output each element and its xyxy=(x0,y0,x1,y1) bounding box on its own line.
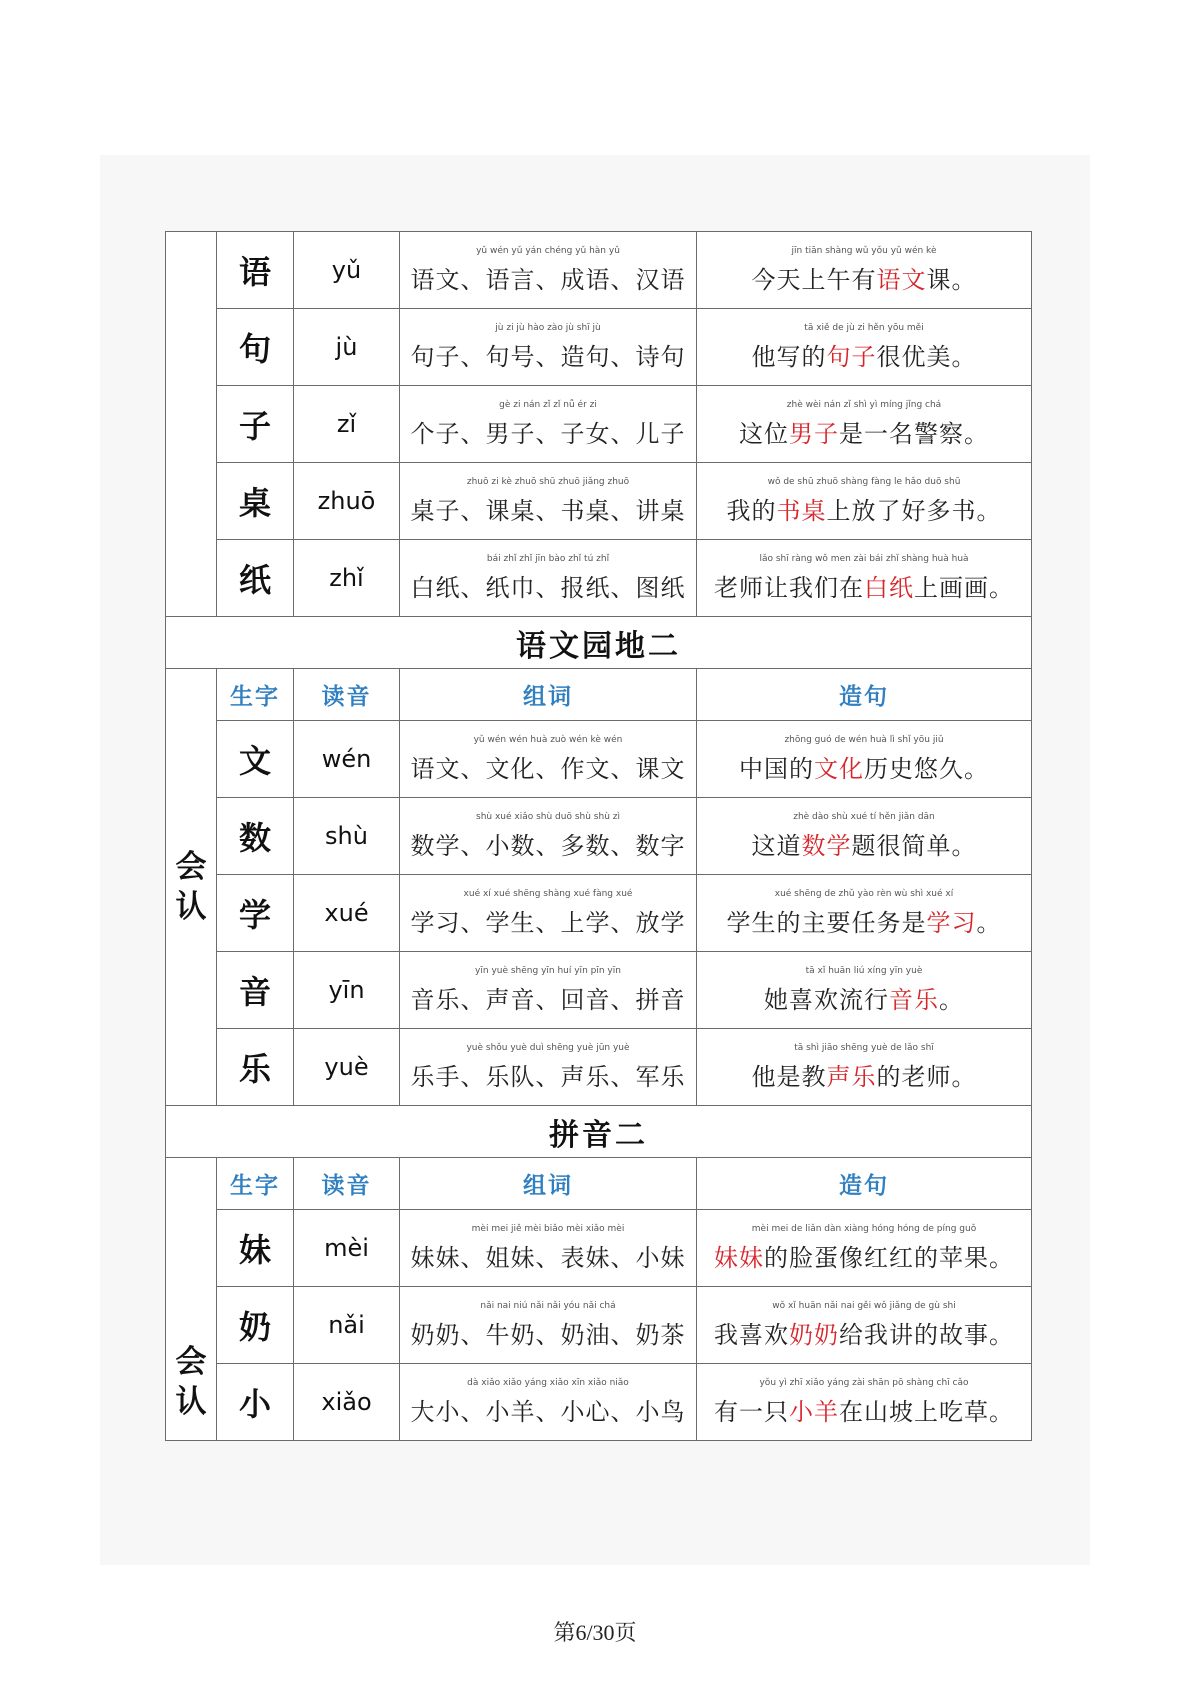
header-sentence-cell xyxy=(697,669,1032,721)
header-words: 组词 xyxy=(523,1172,573,1199)
pinyin: yǔ xyxy=(331,256,362,284)
page-number: 第6/30页 xyxy=(553,1620,637,1645)
sentence-highlight: 学习 xyxy=(926,909,977,937)
sentence-pinyin: jīn tiān shàng wǔ yǒu yǔ wén kè xyxy=(791,246,937,256)
header-sentence-cell xyxy=(697,1158,1032,1210)
words-cell xyxy=(400,463,697,540)
sentence-highlight: 语文 xyxy=(876,266,927,294)
sentence-cell xyxy=(697,386,1032,463)
sentence-suffix: 历史悠久。 xyxy=(864,755,989,783)
sentence-text xyxy=(752,343,977,371)
words-cell xyxy=(400,798,697,875)
pinyin: xué xyxy=(324,899,369,927)
sentence-pinyin: tā xǐ huān liú xíng yīn yuè xyxy=(805,966,923,976)
sentence-text xyxy=(714,1321,1014,1349)
char-cell xyxy=(217,1287,294,1364)
character: 奶 xyxy=(238,1308,271,1346)
sentence-cell xyxy=(697,540,1032,617)
words-pinyin: jù zi jù hào zào jù shī jù xyxy=(495,323,601,333)
pinyin-cell xyxy=(294,798,400,875)
pinyin: zhuō xyxy=(317,487,376,515)
sentence-suffix: 题很简单。 xyxy=(851,832,977,860)
character: 妹 xyxy=(238,1231,271,1269)
sentence-prefix: 她喜欢流行 xyxy=(764,986,889,1014)
header-char: 生字 xyxy=(230,1172,280,1199)
sentence-cell xyxy=(697,309,1032,386)
pinyin-cell xyxy=(294,1210,400,1287)
pinyin-cell xyxy=(294,1029,400,1106)
header-pinyin-cell xyxy=(294,1158,400,1210)
side-label-cell xyxy=(166,232,217,617)
char-cell xyxy=(217,1210,294,1287)
sentence-text xyxy=(764,986,964,1014)
pinyin-cell xyxy=(294,721,400,798)
sentence-highlight: 小羊 xyxy=(789,1398,839,1426)
words-text: 白纸、纸巾、报纸、图纸 xyxy=(410,574,686,602)
character: 音 xyxy=(238,973,271,1011)
words-cell xyxy=(400,721,697,798)
sentence-text xyxy=(752,832,977,860)
words-pinyin: gè zi nán zǐ zǐ nǚ ér zi xyxy=(499,400,597,410)
pinyin-cell xyxy=(294,386,400,463)
pinyin: wén xyxy=(321,745,372,773)
sentence-suffix: 上放了好多书。 xyxy=(826,497,1002,525)
words-cell xyxy=(400,1287,697,1364)
sentence-cell xyxy=(697,232,1032,309)
sentence-text xyxy=(714,1244,1014,1272)
sentence-text xyxy=(714,574,1014,602)
header-sentence: 造句 xyxy=(839,1172,889,1199)
words-pinyin: yǔ wén yǔ yán chéng yǔ hàn yǔ xyxy=(476,246,620,256)
words-cell xyxy=(400,540,697,617)
sentence-highlight: 数学 xyxy=(801,832,852,860)
pinyin-cell xyxy=(294,463,400,540)
sentence-prefix: 老师让我们在 xyxy=(714,574,864,602)
side-label-char: 认 xyxy=(175,889,207,925)
sentence-suffix: 课。 xyxy=(926,266,977,294)
words-text: 妹妹、姐妹、表妹、小妹 xyxy=(410,1244,686,1272)
sentence-highlight: 妹妹 xyxy=(714,1244,764,1272)
character: 小 xyxy=(238,1385,271,1423)
section-title: 拼音二 xyxy=(549,1117,648,1153)
table-row xyxy=(166,875,1032,952)
sentence-prefix: 这道 xyxy=(751,832,802,860)
words-pinyin: nǎi nai niú nǎi nǎi yóu nǎi chá xyxy=(480,1301,616,1311)
side-label-char: 会 xyxy=(175,1344,207,1380)
header-words-cell xyxy=(400,1158,697,1210)
sentence-prefix: 这位 xyxy=(739,420,789,448)
table-row xyxy=(166,1364,1032,1441)
table-row xyxy=(166,721,1032,798)
sentence-text xyxy=(714,1398,1014,1426)
character: 桌 xyxy=(238,484,271,522)
words-pinyin: yīn yuè shēng yīn huí yīn pīn yīn xyxy=(475,966,621,976)
sentence-prefix: 中国的 xyxy=(739,755,814,783)
header-pinyin: 读音 xyxy=(321,683,372,710)
header-pinyin-cell xyxy=(294,669,400,721)
words-pinyin: bái zhǐ zhǐ jīn bào zhǐ tú zhǐ xyxy=(486,554,610,564)
character: 语 xyxy=(238,253,271,291)
sentence-prefix: 我的 xyxy=(726,497,777,525)
character: 文 xyxy=(238,742,271,780)
pinyin: zǐ xyxy=(336,410,357,438)
sentence-highlight: 句子 xyxy=(826,343,877,371)
sentence-highlight: 音乐 xyxy=(889,986,939,1014)
character: 句 xyxy=(238,330,271,368)
char-cell xyxy=(217,540,294,617)
sentence-suffix: 。 xyxy=(939,986,964,1014)
char-cell xyxy=(217,1029,294,1106)
table-row xyxy=(166,952,1032,1029)
sentence-text xyxy=(727,497,1002,525)
table-row xyxy=(166,1210,1032,1287)
table-row xyxy=(166,463,1032,540)
pinyin: shù xyxy=(325,822,368,850)
words-text: 音乐、声音、回音、拼音 xyxy=(410,986,686,1014)
pinyin: yuè xyxy=(324,1053,369,1081)
sentence-text xyxy=(752,266,977,294)
table-row xyxy=(166,309,1032,386)
sentence-pinyin: lǎo shī ràng wǒ men zài bái zhǐ shàng huà huà xyxy=(759,554,969,564)
sentence-pinyin: wǒ xǐ huān nǎi nai gěi wǒ jiǎng de gù shi xyxy=(772,1301,956,1311)
table-row xyxy=(166,1287,1032,1364)
words-pinyin: mèi mei jiě mèi biǎo mèi xiǎo mèi xyxy=(471,1224,625,1234)
sentence-cell xyxy=(697,875,1032,952)
words-pinyin: shù xué xiǎo shù duō shù shù zì xyxy=(476,812,620,822)
vocabulary-table xyxy=(165,231,1032,1441)
sentence-suffix: 给我讲的故事。 xyxy=(839,1321,1014,1349)
sentence-suffix: 是一名警察。 xyxy=(839,420,989,448)
words-cell xyxy=(400,1210,697,1287)
sentence-highlight: 男子 xyxy=(789,420,839,448)
sentence-suffix: 。 xyxy=(976,909,1002,937)
header-sentence: 造句 xyxy=(839,683,889,710)
sentence-cell xyxy=(697,952,1032,1029)
sentence-pinyin: zhè dào shù xué tí hěn jiǎn dān xyxy=(793,812,935,822)
pinyin-cell xyxy=(294,1364,400,1441)
words-pinyin: yuè shǒu yuè duì shēng yuè jūn yuè xyxy=(466,1043,630,1053)
sentence-highlight: 奶奶 xyxy=(789,1321,839,1349)
side-label-char: 会 xyxy=(175,849,207,885)
pinyin: jù xyxy=(335,333,358,361)
words-text: 句子、句号、造句、诗句 xyxy=(410,343,686,371)
char-cell xyxy=(217,875,294,952)
sentence-text xyxy=(739,755,989,783)
words-pinyin: yǔ wén wén huà zuò wén kè wén xyxy=(473,735,623,745)
pinyin-cell xyxy=(294,952,400,1029)
char-cell xyxy=(217,952,294,1029)
sentence-suffix: 的老师。 xyxy=(876,1063,977,1091)
table-row xyxy=(166,232,1032,309)
pinyin-cell xyxy=(294,540,400,617)
sentence-pinyin: zhōng guó de wén huà lì shǐ yōu jiǔ xyxy=(784,735,944,745)
sentence-text xyxy=(752,1063,977,1091)
side-label-char: 认 xyxy=(175,1384,207,1420)
section-title: 语文园地二 xyxy=(516,628,681,664)
header-pinyin: 读音 xyxy=(321,1172,372,1199)
words-pinyin: zhuō zi kè zhuō shū zhuō jiǎng zhuō xyxy=(466,477,630,487)
sentence-prefix: 有一只 xyxy=(714,1398,789,1426)
header-words: 组词 xyxy=(523,683,573,710)
sentence-prefix: 我喜欢 xyxy=(714,1321,789,1349)
words-cell xyxy=(400,1029,697,1106)
sentence-suffix: 的脸蛋像红红的苹果。 xyxy=(764,1244,1014,1272)
section-title-row xyxy=(166,617,1032,669)
words-text: 语文、语言、成语、汉语 xyxy=(410,266,686,294)
sentence-suffix: 上画画。 xyxy=(914,574,1014,602)
char-cell xyxy=(217,386,294,463)
sentence-highlight: 书桌 xyxy=(776,497,827,525)
header-row xyxy=(166,669,1032,721)
header-row xyxy=(166,1158,1032,1210)
pinyin: nǎi xyxy=(328,1311,365,1339)
words-cell xyxy=(400,875,697,952)
words-text: 个子、男子、子女、儿子 xyxy=(410,420,686,448)
section-title-cell xyxy=(166,1106,1032,1158)
words-text: 语文、文化、作文、课文 xyxy=(410,755,686,783)
words-text: 数学、小数、多数、数字 xyxy=(410,832,686,860)
char-cell xyxy=(217,721,294,798)
sentence-pinyin: yǒu yì zhī xiǎo yáng zài shān pō shàng chī cǎo xyxy=(759,1378,969,1388)
words-text: 大小、小羊、小心、小鸟 xyxy=(410,1398,686,1426)
sentence-suffix: 很优美。 xyxy=(876,343,977,371)
sentence-highlight: 声乐 xyxy=(826,1063,877,1091)
char-cell xyxy=(217,798,294,875)
sentence-cell xyxy=(697,1210,1032,1287)
header-words-cell xyxy=(400,669,697,721)
header-char: 生字 xyxy=(230,683,280,710)
pinyin-cell xyxy=(294,309,400,386)
pinyin-cell xyxy=(294,875,400,952)
character: 纸 xyxy=(238,561,271,599)
character: 学 xyxy=(238,896,271,934)
pinyin-cell xyxy=(294,1287,400,1364)
side-label-cell xyxy=(166,669,217,1106)
words-text: 学习、学生、上学、放学 xyxy=(410,909,686,937)
char-cell xyxy=(217,309,294,386)
header-char-cell xyxy=(217,669,294,721)
words-text: 乐手、乐队、声乐、军乐 xyxy=(410,1063,686,1091)
words-cell xyxy=(400,386,697,463)
character: 数 xyxy=(238,819,271,857)
sentence-prefix: 他是教 xyxy=(751,1063,827,1091)
sentence-pinyin: wǒ de shū zhuō shàng fàng le hǎo duō shū xyxy=(767,477,961,487)
words-cell xyxy=(400,309,697,386)
char-cell xyxy=(217,463,294,540)
character: 乐 xyxy=(238,1050,271,1088)
sentence-prefix: 学生的主要任务是 xyxy=(726,909,927,937)
pinyin: zhǐ xyxy=(329,564,364,592)
char-cell xyxy=(217,1364,294,1441)
pinyin: xiǎo xyxy=(321,1388,372,1416)
words-text: 桌子、课桌、书桌、讲桌 xyxy=(410,497,686,525)
sentence-pinyin: zhè wèi nán zǐ shì yì míng jǐng chá xyxy=(786,400,942,410)
words-pinyin: dà xiǎo xiǎo yáng xiǎo xīn xiǎo niǎo xyxy=(467,1378,629,1388)
sentence-cell xyxy=(697,721,1032,798)
sentence-cell xyxy=(697,1364,1032,1441)
pinyin: mèi xyxy=(324,1234,369,1262)
sentence-pinyin: xué shēng de zhǔ yào rèn wù shì xué xí xyxy=(774,889,954,899)
sentence-highlight: 文化 xyxy=(814,755,864,783)
words-cell xyxy=(400,952,697,1029)
section-title-cell xyxy=(166,617,1032,669)
table-row xyxy=(166,386,1032,463)
pinyin: yīn xyxy=(328,976,365,1004)
sentence-pinyin: tā shì jiāo shēng yuè de lǎo shī xyxy=(794,1043,934,1053)
sentence-pinyin: tā xiě de jù zi hěn yōu měi xyxy=(804,323,924,333)
words-pinyin: xué xí xué shēng shàng xué fàng xué xyxy=(463,889,633,899)
sentence-cell xyxy=(697,463,1032,540)
pinyin-cell xyxy=(294,232,400,309)
words-cell xyxy=(400,232,697,309)
sentence-text xyxy=(727,909,1002,937)
sentence-cell xyxy=(697,1029,1032,1106)
sentence-cell xyxy=(697,1287,1032,1364)
sentence-suffix: 在山坡上吃草。 xyxy=(839,1398,1014,1426)
sentence-pinyin: mèi mei de liǎn dàn xiàng hóng hóng de píng guǒ xyxy=(751,1224,977,1234)
sentence-cell xyxy=(697,798,1032,875)
table-row xyxy=(166,540,1032,617)
sentence-prefix: 他写的 xyxy=(751,343,827,371)
sentence-prefix: 今天上午有 xyxy=(751,266,877,294)
section-title-row xyxy=(166,1106,1032,1158)
header-char-cell xyxy=(217,1158,294,1210)
side-label-cell xyxy=(166,1158,217,1441)
table-row xyxy=(166,798,1032,875)
words-cell xyxy=(400,1364,697,1441)
sentence-highlight: 白纸 xyxy=(864,574,914,602)
character: 子 xyxy=(238,407,271,445)
words-text: 奶奶、牛奶、奶油、奶茶 xyxy=(410,1321,686,1349)
sentence-text xyxy=(739,420,989,448)
char-cell xyxy=(217,232,294,309)
table-row xyxy=(166,1029,1032,1106)
